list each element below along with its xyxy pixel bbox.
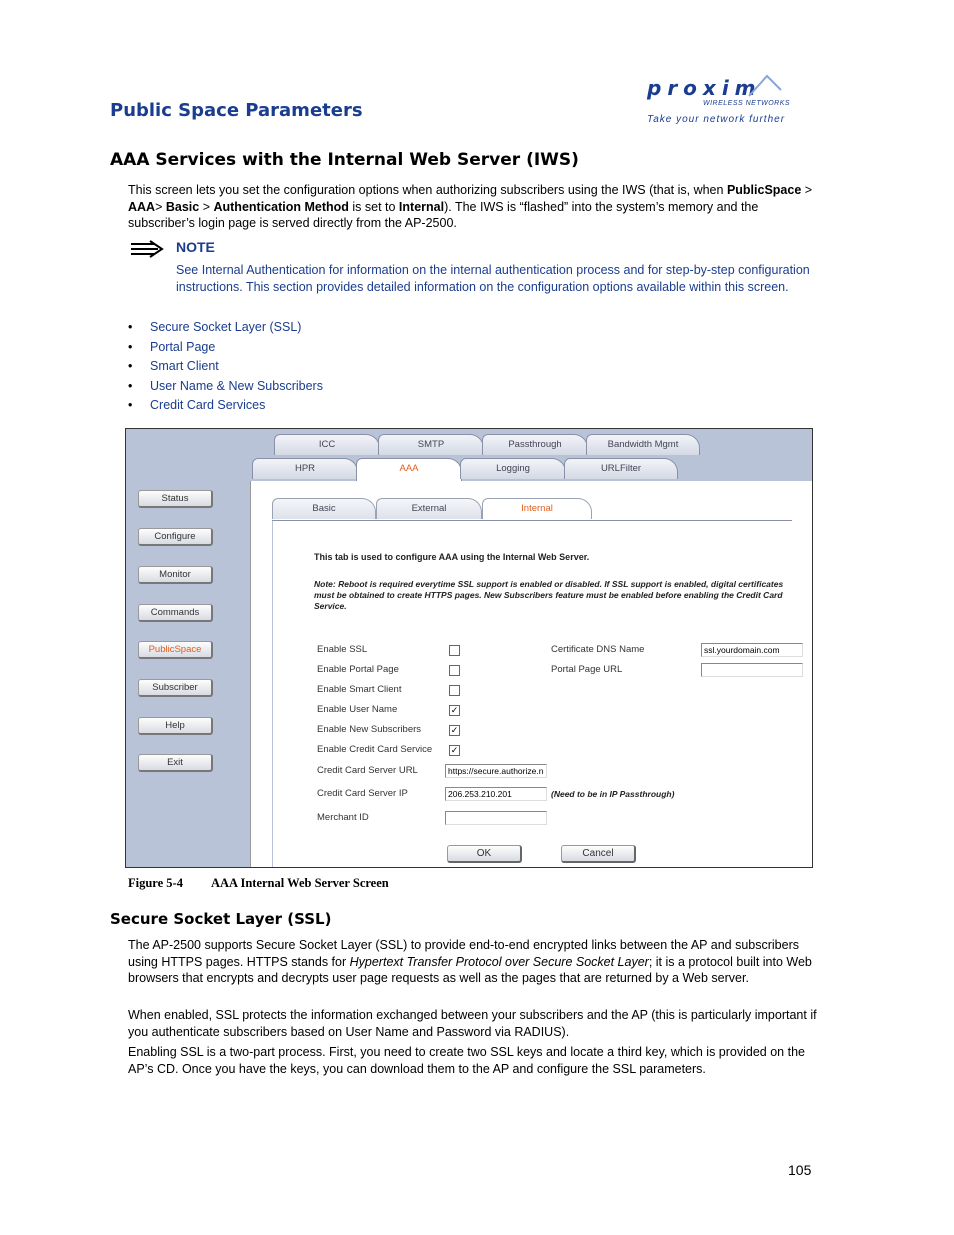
enable-new-label: Enable New Subscribers	[317, 724, 422, 735]
screenshot-sidebar	[126, 429, 250, 867]
nav-status-button[interactable]: Status	[138, 490, 213, 508]
bullet-link[interactable]: • User Name & New Subscribers	[128, 379, 323, 399]
ssl-heading: Secure Socket Layer (SSL)	[110, 910, 332, 928]
enable-user-label: Enable User Name	[317, 704, 398, 715]
ok-button[interactable]: OK	[447, 845, 522, 863]
enable-cc-checkbox[interactable]: ✓	[450, 745, 459, 755]
intro-bold: PublicSpace	[726, 183, 802, 197]
intro-sep: >	[155, 199, 166, 214]
intro-sep: >	[801, 183, 813, 197]
tab-logging[interactable]: Logging	[460, 458, 566, 479]
intro-text: ). The IWS is “flashed” into the system’s memory and the subscriber’s login page is served directly from the AP-2500.	[128, 199, 759, 230]
cc-url-label: Credit Card Server URL	[317, 765, 418, 776]
internal-authentication-link[interactable]: Internal Authentication	[201, 263, 326, 277]
tab-icc[interactable]: ICC	[274, 434, 380, 455]
tab-aaa[interactable]: AAA	[356, 458, 462, 481]
tab-hpr[interactable]: HPR	[252, 458, 358, 479]
enable-new-checkbox[interactable]: ✓	[450, 725, 459, 735]
tab-smtp[interactable]: SMTP	[378, 434, 484, 455]
sub-tab-row	[272, 498, 792, 521]
note-text: See	[176, 263, 202, 277]
enable-ssl-checkbox[interactable]	[449, 645, 460, 656]
top-tab-row	[274, 434, 813, 456]
enable-smart-checkbox[interactable]	[449, 685, 460, 696]
logo-swoosh-icon	[745, 72, 785, 102]
intro-sep: is set to	[348, 199, 399, 214]
panel-divider	[272, 521, 273, 867]
cc-ip-label: Credit Card Server IP	[317, 788, 408, 799]
tab-passthrough[interactable]: Passthrough	[482, 434, 588, 455]
tab-description: This tab is used to configure AAA using the Internal Web Server.	[314, 552, 590, 562]
mid-tab-row	[252, 458, 812, 480]
enable-portal-checkbox[interactable]	[449, 665, 460, 676]
ssl-text: ; it is a protocol built into Web browsers that encrypts and decrypts user page requests as well as the pages that are returned by a Web server.	[128, 954, 812, 985]
intro-sep: >	[199, 199, 214, 214]
intro-bold: AAA	[128, 199, 156, 214]
proxim-logo	[645, 72, 805, 128]
cc-ip-hint: (Need to be in IP Passthrough)	[551, 789, 675, 799]
logo-tagline: Take your network further	[647, 114, 786, 125]
tab-internal[interactable]: Internal	[482, 498, 592, 519]
tab-bandwidth-mgmt[interactable]: Bandwidth Mgmt	[586, 434, 700, 455]
aaa-internal-screenshot	[125, 428, 813, 868]
bullet-link[interactable]: • Smart Client	[128, 359, 323, 379]
note-text: for information on the internal authentication process and for step-by-step configuration instructions. This section provides detailed information on the configuration options available within this screen.	[176, 263, 810, 294]
nav-subscriber-button[interactable]: Subscriber	[138, 679, 213, 697]
note-title: NOTE	[176, 239, 215, 255]
screenshot-main-panel	[250, 481, 813, 867]
cc-url-input[interactable]: https://secure.authorize.n	[445, 764, 547, 778]
ssl-text: The AP-2500 supports Secure Socket Layer (SSL) to provide end-to-end encrypted links between the AP and subscribers using HTTPS pages. HTTPS stands for	[128, 938, 799, 969]
ssl-paragraph-3: Enabling SSL is a two-part process. First, you need to create two SSL keys and locate a third key, which is provided on the AP’s CD. Once you have the keys, you can download them to the AP and configure the SSL parameters.	[128, 1045, 805, 1076]
bullet-link[interactable]: • Secure Socket Layer (SSL)	[128, 320, 323, 340]
cert-dns-input[interactable]: ssl.yourdomain.com	[701, 643, 803, 657]
note-arrow-icon	[130, 240, 164, 258]
enable-portal-label: Enable Portal Page	[317, 664, 399, 675]
bullet-list	[128, 320, 323, 418]
cancel-button[interactable]: Cancel	[561, 845, 636, 863]
nav-commands-button[interactable]: Commands	[138, 604, 213, 622]
merchant-id-label: Merchant ID	[317, 812, 369, 823]
nav-help-button[interactable]: Help	[138, 717, 213, 735]
ssl-paragraph-2: When enabled, SSL protects the information exchanged between your subscribers and the AP (this is particularly important if you authenticate subscribers based on User Name and Password via RADIUS).	[128, 1008, 817, 1039]
section-title: Public Space Parameters	[110, 100, 363, 121]
intro-text: This screen lets you set the configuration options when authorizing subscribers using the IWS (that is, when	[128, 183, 724, 197]
tab-urlfilter[interactable]: URLFilter	[564, 458, 678, 479]
intro-paragraph	[128, 182, 818, 232]
note-body	[176, 262, 816, 295]
nav-exit-button[interactable]: Exit	[138, 754, 213, 772]
portal-url-label: Portal Page URL	[551, 664, 623, 675]
logo-word: proxim	[647, 76, 762, 100]
page-heading: AAA Services with the Internal Web Server (IWS)	[110, 150, 579, 170]
bullet-link[interactable]: • Portal Page	[128, 340, 323, 360]
enable-user-checkbox[interactable]: ✓	[450, 705, 459, 715]
nav-monitor-button[interactable]: Monitor	[138, 566, 213, 584]
enable-ssl-label: Enable SSL	[317, 644, 368, 655]
enable-cc-label: Enable Credit Card Service	[317, 744, 433, 755]
ssl-emphasis: Hypertext Transfer Protocol over Secure Socket Layer	[349, 954, 649, 969]
tab-basic[interactable]: Basic	[272, 498, 376, 519]
cc-ip-input[interactable]: 206.253.210.201	[445, 787, 547, 801]
portal-url-input[interactable]	[701, 663, 803, 677]
nav-publicspace-button[interactable]: PublicSpace	[138, 641, 213, 659]
bullet-link[interactable]: • Credit Card Services	[128, 398, 323, 418]
tab-external[interactable]: External	[376, 498, 482, 519]
ssl-paragraph-1	[128, 937, 818, 987]
nav-configure-button[interactable]: Configure	[138, 528, 213, 546]
reboot-warning: Note: Reboot is required everytime SSL support is enabled or disabled. If SSL support is enabled, digital certificates must be obtained to create HTTPS pages. New Subscribers feature must be enabled before enabling the Credit Card Service.	[314, 579, 784, 611]
figure-title: AAA Internal Web Server Screen	[210, 876, 389, 890]
enable-smart-label: Enable Smart Client	[317, 684, 402, 695]
logo-subtitle: WIRELESS NETWORKS	[703, 100, 791, 107]
merchant-id-input[interactable]	[445, 811, 547, 825]
intro-bold: Authentication Method	[213, 199, 349, 214]
figure-number: Figure 5-4	[128, 876, 183, 890]
intro-bold: Internal	[398, 199, 445, 214]
page-number: 105	[788, 1162, 812, 1178]
figure-caption	[128, 876, 417, 891]
intro-bold: Basic	[165, 199, 200, 214]
cert-dns-label: Certificate DNS Name	[551, 644, 645, 655]
